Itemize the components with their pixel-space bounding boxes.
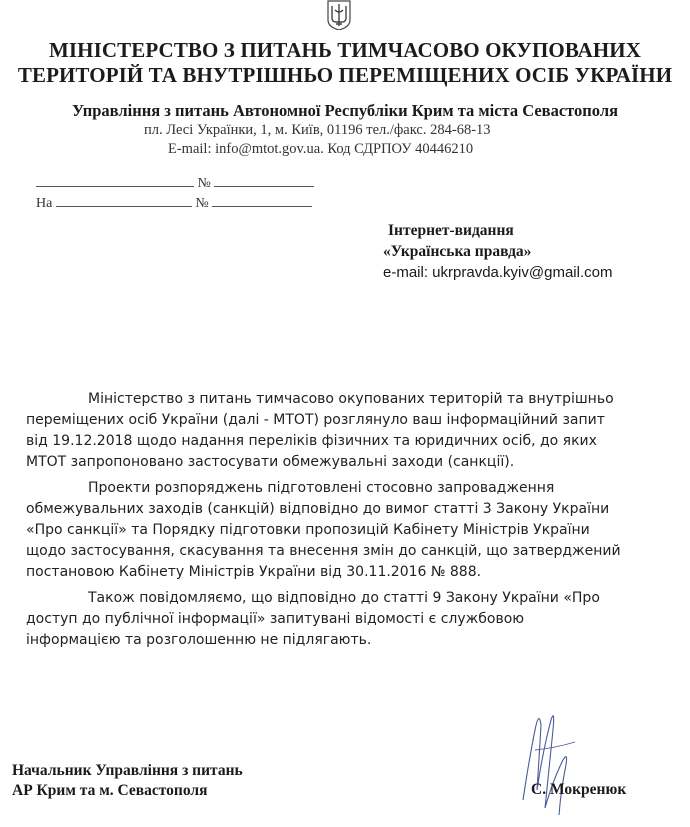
number-sign: № xyxy=(197,176,211,191)
outgoing-number-line xyxy=(36,174,314,192)
body-p2-line3: «Про санкції» та Порядку підготовки пропозицій Кабінету Міністрів України xyxy=(26,522,590,538)
body-p2-line2: обмежувальних заходів (санкцій) відповідно до вимог статті 3 Закону України xyxy=(26,501,610,517)
ministry-name-line2: ТЕРИТОРІЙ ТА ВНУТРІШНЬО ПЕРЕМІЩЕНИХ ОСІБ УКРАЇНИ xyxy=(17,63,673,87)
body-p2-line1: Проекти розпоряджень підготовлені стосовно запровадження xyxy=(88,480,555,496)
body-p2-line4: щодо застосування, скасування та внесення змін до санкцій, що затверджений xyxy=(26,543,621,559)
ministry-name-line1: МІНІСТЕРСТВО З ПИТАНЬ ТИМЧАСОВО ОКУПОВАНИХ xyxy=(48,38,641,62)
signatory-title-line1: Начальник Управління з питань xyxy=(12,762,243,779)
body-p3-line1: Також повідомляємо, що відповідно до статті 9 Закону України «Про xyxy=(88,590,600,606)
body-p2-line5: постановою Кабінету Міністрів України від 30.11.2016 № 888. xyxy=(26,564,482,580)
body-p1-line2: переміщених осіб України (далі - МТОТ) розглянуло ваш інформаційний запит xyxy=(26,412,605,428)
address-line: пл. Лесі Українки, 1, м. Київ, 01196 тел./факс. 284-68-13 xyxy=(144,122,491,138)
signatory-title-line2: АР Крим та м. Севастополя xyxy=(12,782,208,799)
na-label: На xyxy=(36,196,53,211)
body-p1-line3: від 19.12.2018 щодо надання переліків фізичних та юридичних осіб, до яких xyxy=(26,433,597,449)
number-sign: № xyxy=(195,196,209,211)
signatory-name: С. Мокренюк xyxy=(531,781,627,798)
body-p1-line1: Міністерство з питань тимчасово окупованих територій та внутрішньо xyxy=(88,391,614,407)
incoming-reference-line xyxy=(36,194,312,212)
body-p3-line2: доступ до публічної інформації» запитувані відомості є службовою xyxy=(26,611,525,627)
recipient-email: e-mail: ukrpravda.kyiv@gmail.com xyxy=(383,264,613,281)
body-p1-line4: МТОТ запропоновано застосувати обмежувальні заходи (санкції). xyxy=(26,454,515,470)
recipient-line2: «Українська правда» xyxy=(383,243,532,260)
recipient-line1: Інтернет-видання xyxy=(388,222,514,239)
department-name: Управління з питань Автономної Республіки Крим та міста Севастополя xyxy=(71,101,619,120)
trident-emblem-icon xyxy=(326,0,352,30)
handwritten-signature xyxy=(495,690,615,820)
body-p3-line3: інформацією та розголошенню не підлягають. xyxy=(26,632,372,648)
email-line: E-mail: info@mtot.gov.ua. Код СДРПОУ 40446210 xyxy=(168,141,474,157)
